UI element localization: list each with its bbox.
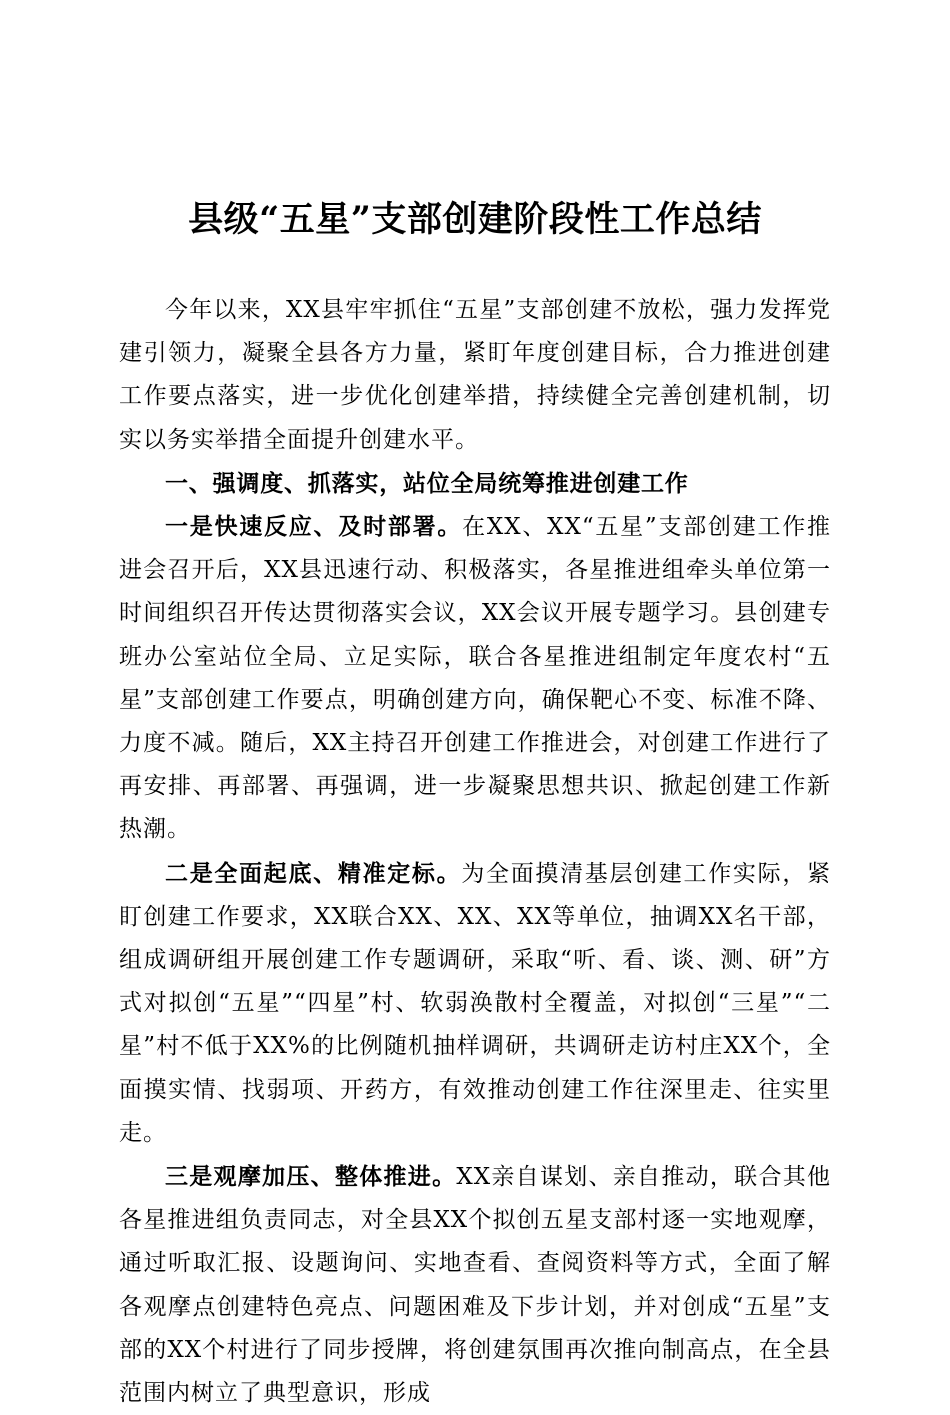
paragraph-2-lead: 二是全面起底、精准定标。	[165, 859, 462, 887]
paragraph-3	[119, 1155, 831, 1415]
paragraph-1	[119, 505, 831, 852]
paragraph-1-lead: 一是快速反应、及时部署。	[165, 513, 463, 541]
paragraph-3-lead: 三是观摩加压、整体推进。	[165, 1163, 457, 1191]
paragraph-2-text: 为全面摸清基层创建工作实际，紧盯创建工作要求，XX联合XX、XX、XX等单位，抽调XX名干部，组成调研组开展创建工作专题调研，采取“听、看、谈、测、研”方式对拟创“五星”“四星”村、软弱涣散村全覆盖，对拟创“三星”“二星”村不低于XX%的比例随机抽样调研，共调研走访村庄XX个，全面摸实情、找弱项、开药方，有效推动创建工作往深里走、往实里走。	[119, 860, 832, 1146]
paragraph-3-text: XX亲自谋划、亲自推动，联合其他各星推进组负责同志，对全县XX个拟创五星支部村逐一实地观摩，通过听取汇报、设题询问、实地查看、查阅资料等方式，全面了解各观摩点创建特色亮点、问题困难及下步计划，并对创成“五星”支部的XX个村进行了同步授牌，将创建氛围再次推向制高点，在全县范围内树立了典型意识，形成	[119, 1164, 832, 1407]
section-heading: 一、强调度、抓落实，站位全局统筹推进创建工作	[165, 469, 689, 497]
paragraph-2	[119, 852, 831, 1155]
paragraph-1-text: 在XX、XX“五星”支部创建工作推进会召开后，XX县迅速行动、积极落实，各星推进组牵头单位第一时间组织召开传达贯彻落实会议，XX会议开展专题学习。县创建专班办公室站位全局、立足实际，联合各星推进组制定年度农村“五星”支部创建工作要点，明确创建方向，确保靶心不变、标准不降、力度不减。随后，XX主持召开创建工作推进会，对创建工作进行了再安排、再部署、再强调，进一步凝聚思想共识、掀起创建工作新热潮。	[119, 514, 832, 843]
document-body	[119, 289, 831, 1415]
document-title: 县级“五星”支部创建阶段性工作总结	[188, 199, 762, 240]
intro-paragraph: 今年以来，XX县牢牢抓住“五星”支部创建不放松，强力发挥党建引领力，凝聚全县各方力量，紧盯年度创建目标，合力推进创建工作要点落实，进一步优化创建举措，持续健全完善创建机制，切实以务实举措全面提升创建水平。	[119, 297, 831, 453]
